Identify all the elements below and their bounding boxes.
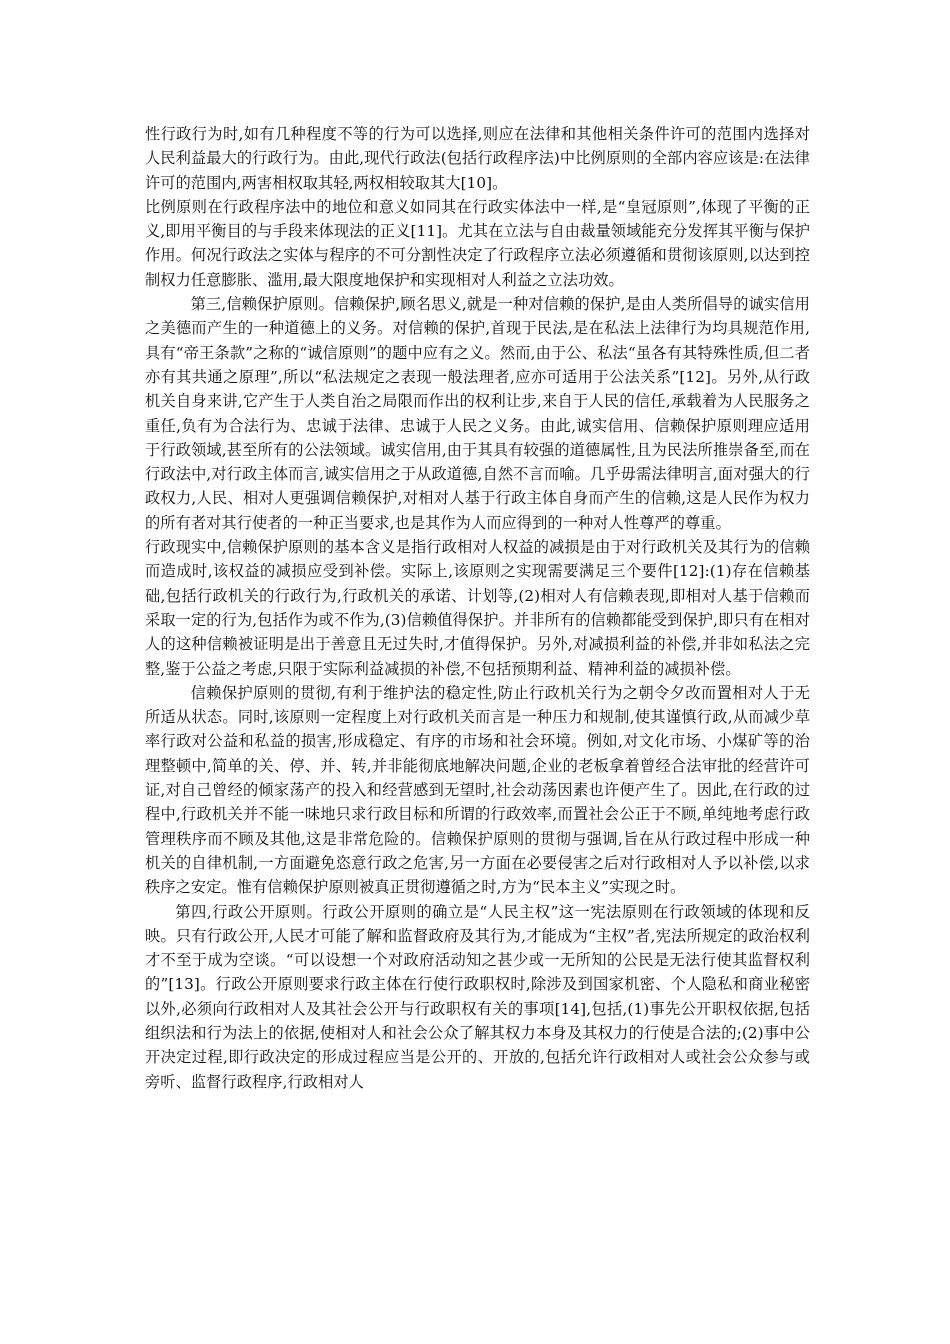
paragraph-proportionality-conclusion: 性行政行为时,如有几种程度不等的行为可以选择,则应在法律和其他相关条件许可的范围内选择对人民利益最大的行政行为。由此,现代行政法(包括行政程序法)中比例原则的全部内容应该是:在法律许可的范围内,两害相权取其轻,两权相较取其大[10]。 — [145, 125, 810, 192]
paragraph-trust-protection-implementation: 信赖保护原则的贯彻,有利于维护法的稳定性,防止行政机关行为之朝令夕改而置相对人于无所适从状态。同时,该原则一定程度上对行政机关而言是一种压力和规制,使其谨慎行政,从而减少草率行政对公益和私益的损害,形成稳定、有序的市场和社会环境。例如,对文化市场、小煤矿等的治理整顿中,简单的关、停、并、转,并非能彻底地解决问题,企业的老板拿着曾经合法审批的经营许可证,对自己曾经的倾家荡产的投入和经营感到无望时,社会动荡因素也许便产生了。因此,在行政的过程中,行政机关并不能一味地只求行政目标和所谓的行政效率,而置社会公正于不顾,单纯地考虑行政管理秩序而不顾及其他,这是非常危险的。信赖保护原则的贯彻与强调,旨在从行政过程中形成一种机关的自律机制,一方面避免恣意行政之危害,另一方面在必要侵害之后对行政相对人予以补偿,以求秩序之安定。惟有信赖保护原则被真正贯彻遵循之时,方为“民本主义”实现之时。 — [145, 683, 810, 897]
paragraph-trust-protection-intro: 第三,信赖保护原则。信赖保护,顾名思义,就是一种对信赖的保护,是由人类所倡导的诚实信用之美德而产生的一种道德上的义务。对信赖的保护,首现于民法,是在私法上法律行为均具规范作用,具有“帝王条款”之称的“诚信原则”的题中应有之义。然而,由于公、私法“虽各有其特殊性质,但二者亦有其共通之原理”,所以“私法规定之表现一般法理者,应亦可适用于公法关系”[12]。另外,从行政机关自身来讲,它产生于人类自治之局限而作出的权利让步,来自于人民的信任,承载着为人民服务之重任,负有为合法行为、忠诚于法律、忠诚于人民之义务。由此,诚实信用、信赖保护原则理应适用于行政领域,甚至所有的公法领域。诚实信用,由于其具有较强的道德属性,且为民法所推崇备至,而在行政法中,对行政主体而言,诚实信用之于从政道德,自然不言而喻。几乎毋需法律明言,面对强大的行政权力,人民、相对人更强调信赖保护,对相对人基于行政主体自身而产生的信赖,这是人民作为权力的所有者对其行使者的一种正当要求,也是其作为人而应得到的一种对人性尊严的尊重。 — [145, 295, 810, 532]
paragraph-administrative-openness: 第四,行政公开原则。行政公开原则的确立是“人民主权”这一宪法原则在行政领域的体现和反映。只有行政公开,人民才可能了解和监督政府及其行为,才能成为“主权”者,宪法所规定的政治权利才不至于成为空谈。“可以设想一个对政府活动知之甚少或一无所知的公民是无法行使其监督权利的”[13]。行政公开原则要求行政主体在行使行政职权时,除涉及到国家机密、个人隐私和商业秘密以外,必须向行政相对人及其社会公开与行政职权有关的事项[14],包括,(1)事先公开职权依据,包括组织法和行为法上的依据,使相对人和社会公众了解其权力本身及其权力的行使是合法的;(2)事中公开决定过程,即行政决定的形成过程应当是公开的、开放的,包括允许行政相对人或社会公众参与或旁听、监督行政程序,行政相对人 — [145, 902, 810, 1091]
paragraph-proportionality-status: 比例原则在行政程序法中的地位和意义如同其在行政实体法中一样,是“皇冠原则”,体现了平衡的正义,即用平衡目的与手段来体现法的正义[11]。尤其在立法与自由裁量领域能充分发挥其平衡与保护作用。何况行政法之实体与程序的不可分割性决定了行政程序立法必须遵循和贯彻该原则,以达到控制权力任意膨胀、滥用,最大限度地保护和实现相对人利益之立法功效。 — [145, 197, 810, 289]
document-page — [145, 122, 810, 1094]
paragraph-trust-protection-meaning: 行政现实中,信赖保护原则的基本含义是指行政相对人权益的减损是由于对行政机关及其行为的信赖而造成时,该权益的减损应受到补偿。实际上,该原则之实现需要满足三个要件[12]:(1)存在信赖基础,包括行政机关的行政行为,行政机关的承诺、计划等,(2)相对人有信赖表现,即相对人基于信赖而采取一定的行为,包括作为或不作为,(3)信赖值得保护。并非所有的信赖都能受到保护,即只有在相对人的这种信赖被证明是出于善意且无过失时,才值得保护。另外,对减损利益的补偿,并非如私法之完整,鉴于公益之考虑,只限于实际利益减损的补偿,不包括预期利益、精神利益的减损补偿。 — [145, 538, 810, 678]
